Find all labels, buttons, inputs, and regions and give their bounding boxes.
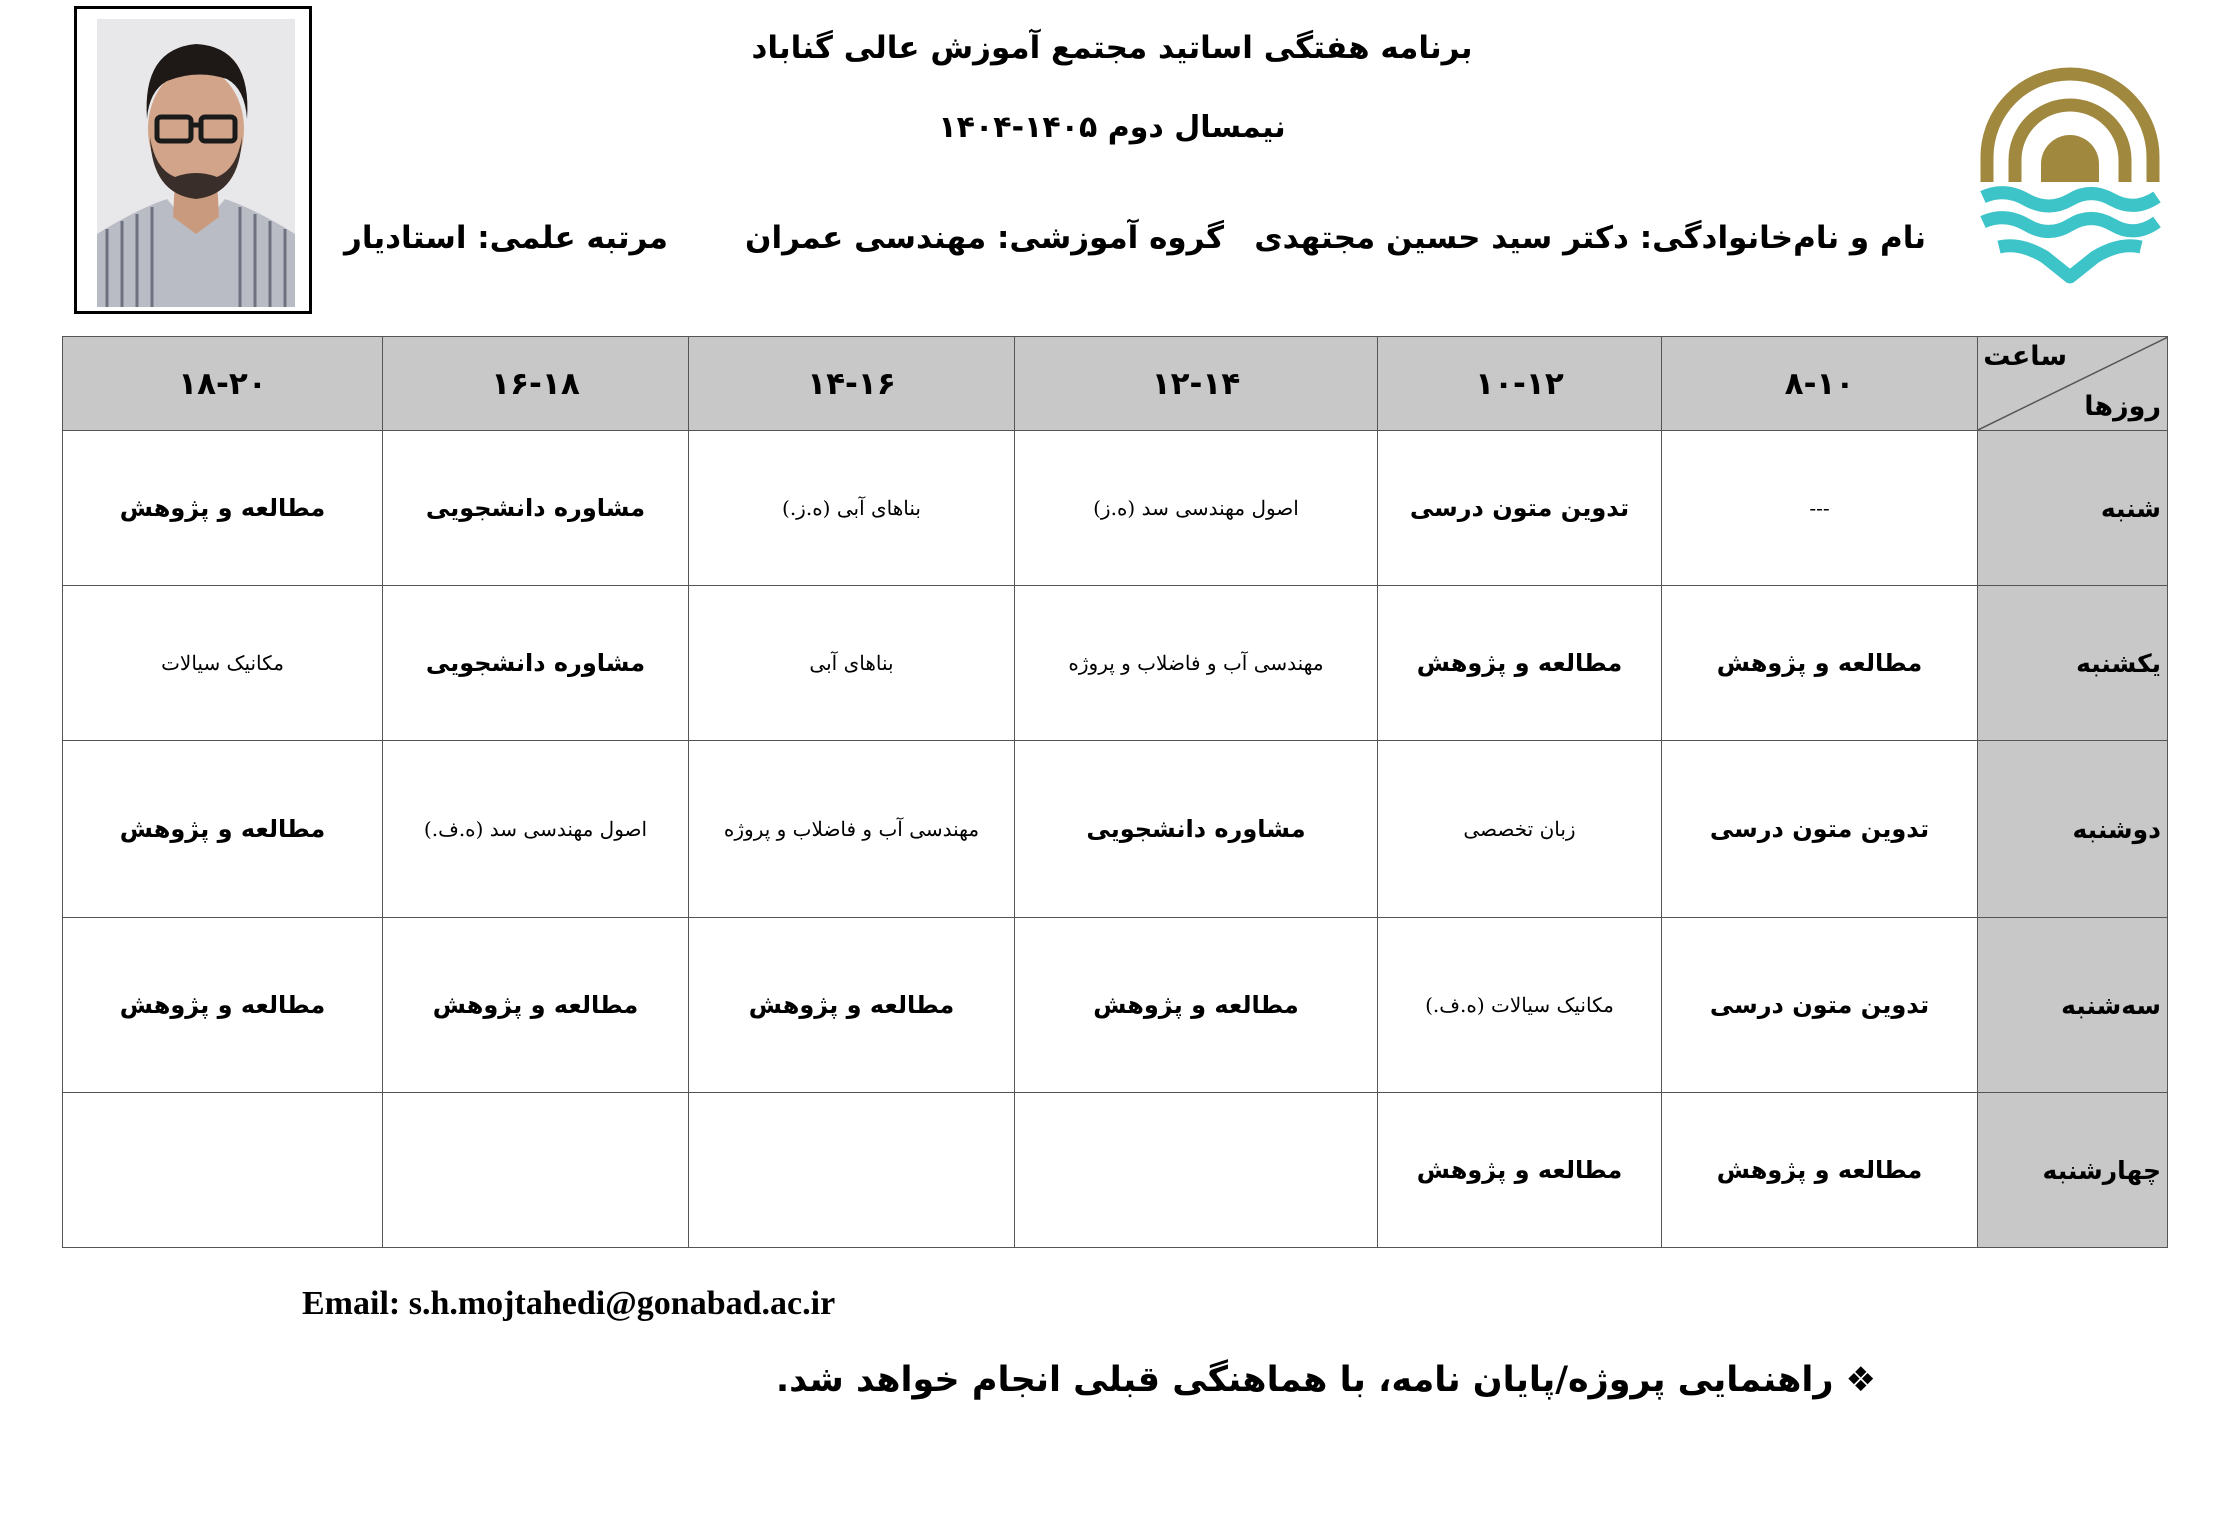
day-label: یکشنبه [1978, 586, 2168, 741]
day-label: شنبه [1978, 431, 2168, 586]
corner-hour-label: ساعت [1983, 341, 2067, 372]
schedule-cell: مهندسی آب و فاضلاب و پروژه [1015, 586, 1378, 741]
column-header: ۱۰-۱۲ [1378, 337, 1662, 431]
schedule-cell [1015, 1093, 1378, 1248]
column-header: ۱۶-۱۸ [383, 337, 689, 431]
table-row [63, 741, 2168, 918]
schedule-cell: مشاوره دانشجویی [1015, 741, 1378, 918]
weekly-schedule-table [62, 336, 2168, 1248]
schedule-cell: مشاوره دانشجویی [383, 586, 689, 741]
schedule-cell [383, 1093, 689, 1248]
schedule-cell: مطالعه و پژوهش [383, 918, 689, 1093]
schedule-cell: اصول مهندسی سد (ه.ز) [1015, 431, 1378, 586]
schedule-cell: مطالعه و پژوهش [1662, 1093, 1978, 1248]
schedule-cell: مطالعه و پژوهش [1015, 918, 1378, 1093]
table-row [63, 918, 2168, 1093]
table-row [63, 1093, 2168, 1248]
instructor-name: نام و نام‌خانوادگی: دکتر سید حسین مجتهدی [1254, 220, 1926, 256]
semester-label: نیمسال دوم ۱۴۰۵-۱۴۰۴ [938, 110, 1286, 145]
column-header: ۸-۱۰ [1662, 337, 1978, 431]
schedule-cell: مطالعه و پژوهش [63, 918, 383, 1093]
footer-note [776, 1360, 1876, 1400]
schedule-cell: مطالعه و پژوهش [1662, 586, 1978, 741]
schedule-cell: تدوین متون درسی [1378, 431, 1662, 586]
schedule-cell: مطالعه و پژوهش [689, 918, 1015, 1093]
academic-rank-label: مرتبه علمی: استادیار [344, 220, 668, 256]
page-title: برنامه هفتگی اساتید مجتمع آموزش عالی گناباد [751, 30, 1473, 66]
schedule-cell: مطالعه و پژوهش [63, 741, 383, 918]
corner-header [1978, 337, 2168, 431]
schedule-cell [63, 1093, 383, 1248]
schedule-cell [689, 1093, 1015, 1248]
table-row [63, 431, 2168, 586]
schedule-cell: مطالعه و پژوهش [63, 431, 383, 586]
table-row [63, 586, 2168, 741]
column-header: ۱۸-۲۰ [63, 337, 383, 431]
schedule-cell: اصول مهندسی سد (ه.ف.) [383, 741, 689, 918]
institution-logo [1975, 62, 2165, 288]
corner-days-label: روزها [2084, 391, 2161, 422]
schedule-cell: مهندسی آب و فاضلاب و پروژه [689, 741, 1015, 918]
day-label: چهارشنبه [1978, 1093, 2168, 1248]
schedule-cell: مطالعه و پژوهش [1378, 586, 1662, 741]
schedule-cell: مکانیک سیالات (ه.ف.) [1378, 918, 1662, 1093]
footer-note-text: راهنمایی پروژه/پایان نامه، با هماهنگی قبلی انجام خواهد شد. [775, 1360, 1834, 1400]
day-label: دوشنبه [1978, 741, 2168, 918]
schedule-cell: تدوین متون درسی [1662, 918, 1978, 1093]
email-address: Email: s.h.mojtahedi@gonabad.ac.ir [302, 1285, 836, 1322]
department-label: گروه آموزشی: مهندسی عمران [744, 220, 1224, 256]
schedule-cell: مکانیک سیالات [63, 586, 383, 741]
schedule-cell: مطالعه و پژوهش [1378, 1093, 1662, 1248]
schedule-cell: --- [1662, 431, 1978, 586]
diamond-bullet-icon: ❖ [1845, 1360, 1876, 1400]
column-header: ۱۴-۱۶ [689, 337, 1015, 431]
schedule-cell: تدوین متون درسی [1662, 741, 1978, 918]
day-label: سه‌شنبه [1978, 918, 2168, 1093]
table-header-row [63, 337, 2168, 431]
schedule-cell: مشاوره دانشجویی [383, 431, 689, 586]
schedule-cell: بناهای آبی (ه.ز.) [689, 431, 1015, 586]
column-header: ۱۲-۱۴ [1015, 337, 1378, 431]
schedule-cell: زبان تخصصی [1378, 741, 1662, 918]
schedule-cell: بناهای آبی [689, 586, 1015, 741]
